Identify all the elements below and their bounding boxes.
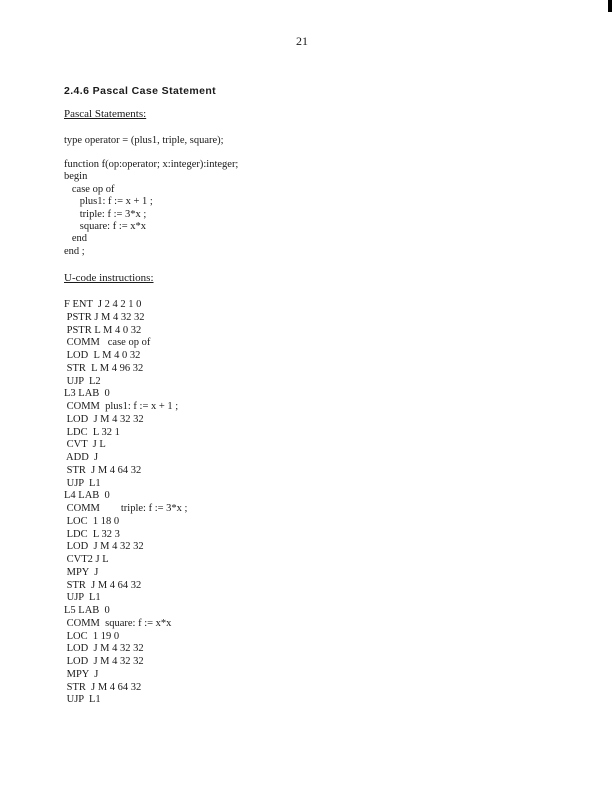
code-line: square: f := x*x (64, 220, 147, 232)
ucode-line: STR L M 4 96 32 (64, 362, 144, 374)
ucode-line: MPY J (64, 668, 99, 680)
pascal-statements-label: Pascal Statements: (64, 108, 147, 120)
ucode-line: COMM plus1: f := x + 1 ; (64, 401, 179, 412)
ucode-line: STR J M 4 64 32 (64, 579, 142, 591)
code-line: triple: f := 3*x ; (64, 208, 147, 220)
ucode-line: MPY J (64, 566, 99, 578)
ucode-listing (64, 299, 187, 707)
ucode-line: COMM triple: f := 3*x ; (64, 503, 188, 514)
ucode-line: LOD J M 4 32 32 (64, 656, 144, 667)
ucode-line: LOD J M 4 32 32 (64, 413, 144, 425)
ucode-line: UJP L2 (64, 375, 101, 387)
ucode-line: LOD L M 4 0 32 (64, 350, 141, 361)
ucode-line: L4 LAB 0 (64, 490, 110, 502)
ucode-line: CVT2 J L (64, 554, 109, 565)
ucode-line: COMM case op of (64, 337, 151, 349)
code-line: function f(op:operator; x:integer):integer; (64, 159, 239, 170)
ucode-line: LOC 1 19 0 (64, 630, 120, 642)
code-line: plus1: f := x + 1 ; (64, 196, 153, 208)
section-heading: 2.4.6 Pascal Case Statement (64, 85, 217, 97)
ucode-line: UJP L1 (64, 694, 101, 706)
ucode-line: UJP L1 (64, 592, 101, 604)
code-line: end (64, 233, 88, 245)
scan-corner-mark (608, 0, 612, 12)
ucode-line: L3 LAB 0 (64, 388, 110, 400)
ucode-line: F ENT J 2 4 2 1 0 (64, 299, 142, 310)
code-line: case op of (64, 183, 115, 195)
code-line: begin (64, 171, 88, 183)
ucode-line: LDC L 32 3 (64, 528, 120, 540)
ucode-line: LOD J M 4 32 32 (64, 541, 144, 553)
ucode-line: L5 LAB 0 (64, 605, 110, 616)
ucode-line: LOD J M 4 32 32 (64, 643, 144, 655)
ucode-line: STR J M 4 64 32 (64, 681, 142, 693)
ucode-line: PSTR L M 4 0 32 (64, 324, 142, 336)
ucode-line: COMM square: f := x*x (64, 617, 172, 629)
page-number: 21 (296, 34, 308, 48)
ucode-line: ADD J (64, 452, 99, 463)
ucode-line: PSTR J M 4 32 32 (64, 311, 145, 323)
ucode-line: CVT J L (64, 439, 106, 451)
function-code-block (64, 159, 238, 258)
ucode-line: LOC 1 18 0 (64, 515, 120, 527)
ucode-line: UJP L1 (64, 477, 101, 489)
ucode-instructions-label: U-code instructions: (64, 272, 154, 284)
code-line: end ; (64, 245, 85, 257)
ucode-line: LDC L 32 1 (64, 426, 120, 438)
ucode-line: STR J M 4 64 32 (64, 464, 142, 476)
type-declaration: type operator = (plus1, triple, square); (64, 135, 224, 146)
